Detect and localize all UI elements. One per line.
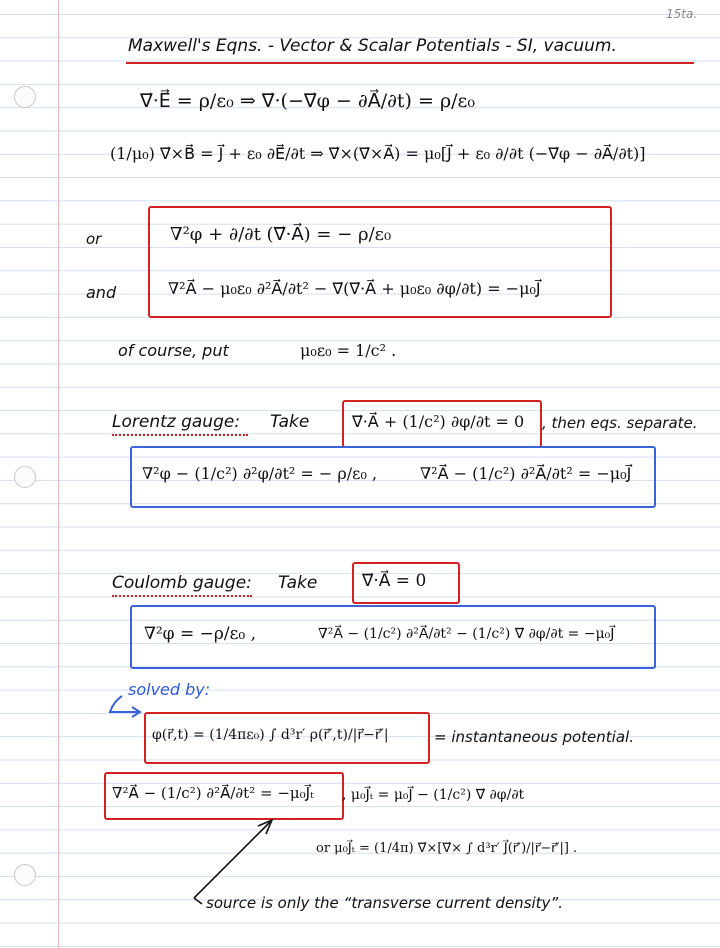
- lorentz-take: Take: [270, 412, 310, 432]
- lorentz-gauge-label: Lorentz gauge:: [112, 412, 241, 432]
- coulomb-vector-wave-eq: ∇²A⃗ − (1/c²) ∂²A⃗/∂t² − (1/c²) ∇⃗ ∂φ/∂t = −μ₀J⃗: [318, 626, 615, 642]
- or-label: or: [86, 230, 102, 248]
- lorentz-separate-text: , then eqs. separate.: [542, 414, 698, 432]
- coulomb-gauge-label: Coulomb gauge:: [112, 573, 252, 593]
- page-title: Maxwell's Eqns. - Vector & Scalar Potentials - SI, vacuum.: [128, 36, 617, 56]
- instantaneous-note: = instantaneous potential.: [434, 728, 634, 746]
- vector-potential-equation: ∇²A⃗ − μ₀ε₀ ∂²A⃗/∂t² − ∇⃗(∇⃗·A⃗ + μ₀ε₀ ∂φ/∂t) = −μ₀J⃗: [168, 279, 541, 298]
- ampere-law-equation: (1/μ₀) ∇⃗×B⃗ = J⃗ + ε₀ ∂E⃗/∂t ⇒ ∇⃗×(∇⃗×A⃗) = μ₀[J⃗ + ε₀ ∂/∂t (−∇⃗φ − ∂A⃗/∂t)]: [110, 144, 646, 163]
- and-label: and: [86, 283, 117, 302]
- of-course-text: of course, put: [118, 341, 229, 360]
- c-squared-relation: μ₀ε₀ = 1/c² .: [300, 341, 397, 360]
- gauss-law-equation: ∇⃗·E⃗ = ρ/ε₀ ⇒ ∇⃗·(−∇⃗φ − ∂A⃗/∂t) = ρ/ε₀: [140, 90, 476, 112]
- coulomb-poisson-eq: ∇²φ = −ρ/ε₀ ,: [144, 624, 257, 644]
- source-note: source is only the “transverse current density”.: [206, 894, 563, 912]
- scalar-potential-equation: ∇²φ + ∂/∂t (∇⃗·A⃗) = − ρ/ε₀: [170, 224, 392, 245]
- phi-solution: φ(r⃗,t) = (1/4πε₀) ∫ d³r′ ρ(r⃗′,t)/|r⃗−r⃗′|: [152, 727, 389, 743]
- transverse-current-integral: or μ₀J⃗ₜ = (1/4π) ∇⃗×[∇⃗× ∫ d³r′ J⃗(r⃗′)/|r⃗−r⃗′|] .: [316, 841, 578, 856]
- lorentz-condition: ∇⃗·A⃗ + (1/c²) ∂φ/∂t = 0: [352, 412, 525, 431]
- transverse-current-def: , μ₀J⃗ₜ = μ₀J⃗ − (1/c²) ∇⃗ ∂φ/∂t: [342, 787, 525, 803]
- transverse-wave-eq: ∇²A⃗ − (1/c²) ∂²A⃗/∂t² = −μ₀J⃗ₜ: [112, 784, 314, 802]
- coulomb-condition: ∇⃗·A⃗ = 0: [362, 571, 427, 591]
- lorentz-scalar-wave-eq: ∇²φ − (1/c²) ∂²φ/∂t² = − ρ/ε₀ ,: [142, 464, 378, 483]
- page-number: 15ta.: [666, 7, 698, 21]
- lorentz-vector-wave-eq: ∇²A⃗ − (1/c²) ∂²A⃗/∂t² = −μ₀J⃗: [420, 464, 632, 483]
- solved-by-label: solved by:: [128, 680, 211, 699]
- coulomb-take: Take: [278, 573, 318, 593]
